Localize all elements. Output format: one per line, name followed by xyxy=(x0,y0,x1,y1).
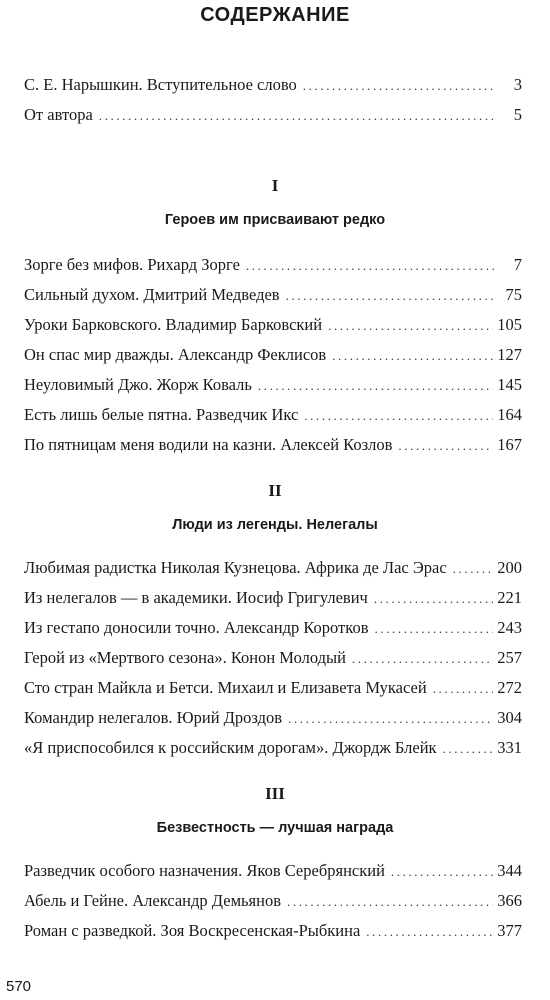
section-title: Безвестность — лучшая награда xyxy=(156,820,394,836)
toc-entry xyxy=(24,370,522,400)
toc-entry-title: Из нелегалов — в академики. Иосиф Григулевич xyxy=(24,588,368,607)
dot-leader xyxy=(286,281,496,311)
toc-entry xyxy=(24,733,522,763)
dot-leader xyxy=(453,554,494,584)
toc-entry-page: 105 xyxy=(497,315,522,334)
toc-entry-page: 75 xyxy=(505,285,522,304)
toc-entry-title: Из гестапо доносили точно. Александр Коротков xyxy=(24,618,369,637)
dot-leader xyxy=(99,101,496,131)
toc-entry-page: 164 xyxy=(497,405,522,424)
toc-entry-title: Зорге без мифов. Рихард Зорге xyxy=(24,255,240,274)
toc-entry-page: 344 xyxy=(497,861,522,880)
toc-entry-page: 127 xyxy=(497,345,522,364)
toc-entry-title: Уроки Барковского. Владимир Барковский xyxy=(24,315,323,334)
dot-leader xyxy=(366,917,493,947)
dot-leader xyxy=(258,371,493,401)
toc-entry-title: От автора xyxy=(24,105,93,124)
toc-entry-title: «Я приспособился к российским дорогам». Джордж Блейк xyxy=(24,738,437,757)
dot-leader xyxy=(374,584,493,614)
toc-entry-page: 167 xyxy=(497,435,522,454)
page-title: СОДЕРЖАНИЕ xyxy=(200,4,350,26)
dot-leader xyxy=(398,431,493,461)
toc-entry xyxy=(24,280,522,310)
section-number: II xyxy=(268,481,282,500)
toc-section-list xyxy=(24,553,522,763)
dot-leader xyxy=(352,644,493,674)
section-number: III xyxy=(265,784,285,803)
toc-entry xyxy=(24,643,522,673)
toc-entry-title: Есть лишь белые пятна. Разведчик Икс xyxy=(24,405,299,424)
toc-entry-page: 243 xyxy=(497,618,522,637)
toc-entry-page: 257 xyxy=(497,648,522,667)
toc-entry xyxy=(24,250,522,280)
dot-leader xyxy=(303,71,496,101)
dot-leader xyxy=(375,614,494,644)
section-title: Люди из легенды. Нелегалы xyxy=(172,517,378,533)
dot-leader xyxy=(287,887,493,917)
page-number: 570 xyxy=(6,978,32,995)
toc-entry-page: 304 xyxy=(497,708,522,727)
toc-section-list xyxy=(24,250,522,460)
toc-entry-title: Любимая радистка Николая Кузнецова. Африка де Лас Эрас xyxy=(24,558,447,577)
dot-leader xyxy=(332,341,493,371)
section-heading xyxy=(0,784,550,836)
toc-entry-title: Абель и Гейне. Александр Демьянов xyxy=(24,891,281,910)
toc-entry-page: 145 xyxy=(497,375,522,394)
dot-leader xyxy=(246,251,496,281)
toc-entry xyxy=(24,70,522,100)
toc-entry-title: Роман с разведкой. Зоя Воскресенская-Рыбкина xyxy=(24,921,361,940)
toc-entry-page: 366 xyxy=(497,891,522,910)
toc-entry xyxy=(24,673,522,703)
toc-entry-page: 7 xyxy=(513,255,522,274)
toc-entry xyxy=(24,340,522,370)
toc-entry xyxy=(24,916,522,946)
dot-leader xyxy=(328,311,493,341)
toc-entry-title: Сильный духом. Дмитрий Медведев xyxy=(24,285,280,304)
toc-entry xyxy=(24,400,522,430)
toc-entry-page: 331 xyxy=(497,738,522,757)
toc-entry xyxy=(24,583,522,613)
toc-section-list xyxy=(24,856,522,946)
dot-leader xyxy=(433,674,494,704)
section-heading xyxy=(0,481,550,533)
dot-leader xyxy=(304,401,493,431)
toc-entry-title: Командир нелегалов. Юрий Дроздов xyxy=(24,708,283,727)
toc-entry xyxy=(24,430,522,460)
toc-entry xyxy=(24,613,522,643)
dot-leader xyxy=(391,857,493,887)
toc-entry-page: 272 xyxy=(497,678,522,697)
toc-entry-page: 377 xyxy=(497,921,522,940)
toc-entry xyxy=(24,100,522,130)
toc-entry xyxy=(24,310,522,340)
toc-entry-title: С. Е. Нарышкин. Вступительное слово xyxy=(24,75,297,94)
toc-entry-title: Он спас мир дважды. Александр Феклисов xyxy=(24,345,327,364)
section-number: I xyxy=(271,176,279,195)
toc-entry xyxy=(24,553,522,583)
dot-leader xyxy=(443,734,494,764)
toc-entry-title: Герой из «Мертвого сезона». Конон Молодый xyxy=(24,648,346,667)
toc-entry xyxy=(24,856,522,886)
toc-entry-page: 200 xyxy=(497,558,522,577)
toc-entry xyxy=(24,886,522,916)
toc-entry-title: Разведчик особого назначения. Яков Серебрянский xyxy=(24,861,385,880)
dot-leader xyxy=(288,704,493,734)
toc-entry xyxy=(24,703,522,733)
toc-entry-page: 221 xyxy=(497,588,522,607)
toc-entry-page: 3 xyxy=(513,75,522,94)
section-heading xyxy=(0,176,550,228)
toc-entry-title: Неуловимый Джо. Жорж Коваль xyxy=(24,375,252,394)
toc-intro-list xyxy=(24,70,522,130)
toc-entry-title: По пятницам меня водили на казни. Алексей Козлов xyxy=(24,435,393,454)
toc-entry-title: Сто стран Майкла и Бетси. Михаил и Елизавета Мукасей xyxy=(24,678,427,697)
toc-entry-page: 5 xyxy=(513,105,522,124)
section-title: Героев им присваивают редко xyxy=(164,212,386,228)
